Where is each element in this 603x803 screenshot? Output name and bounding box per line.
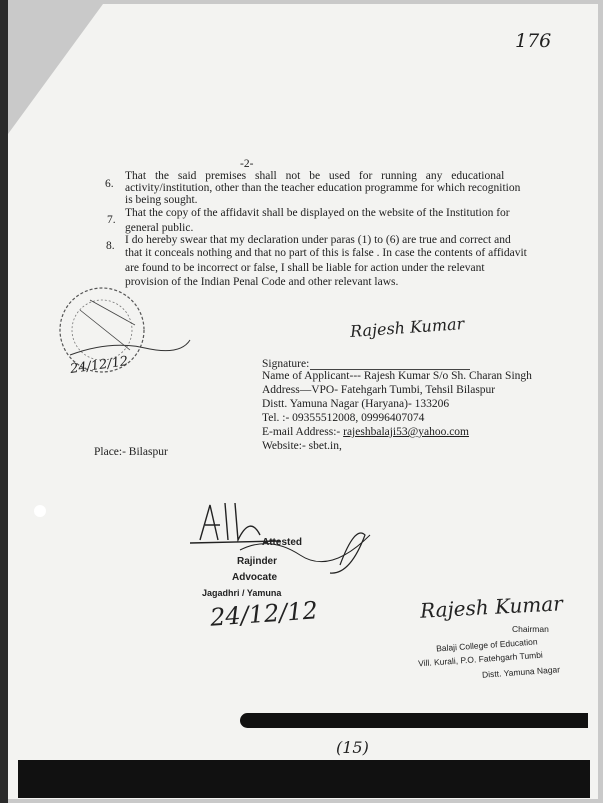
chairman-seal-line-2: Vill. Kurali, P.O. Fatehgarh Tumbi — [417, 649, 544, 669]
chairman-seal-line-1: Balaji College of Education — [435, 636, 538, 654]
applicant-website: Website:- sbet.in, — [262, 440, 342, 452]
applicant-name: Name of Applicant--- Rajesh Kumar S/o Sh. Charan Singh — [262, 370, 532, 382]
item-6-line-1: That the said premises shall not be used for running any educational — [125, 170, 505, 182]
scan-bar-middle — [240, 713, 588, 728]
chairman-seal-line-3: Distt. Yamuna Nagar — [481, 664, 561, 680]
item-7-line-2: general public. — [125, 222, 194, 234]
item-8-line-4: provision of the Indian Penal Code and other relevant laws. — [125, 276, 399, 288]
item-8-line-3: are found to be incorrect or false, I shall be liable for action under the relevant — [125, 262, 485, 274]
item-8-line-1: I do hereby swear that my declaration under paras (1) to (6) are true and correct and — [125, 234, 511, 246]
folded-corner — [8, 4, 103, 134]
handwritten-page-number: 176 — [515, 30, 552, 52]
punch-hole — [34, 505, 46, 517]
applicant-tel: Tel. :- 09355512008, 09996407074 — [262, 412, 425, 424]
left-circular-stamp — [40, 270, 200, 400]
item-6-line-3: is being sought. — [125, 194, 198, 206]
applicant-handwritten-signature: Rajesh Kumar — [349, 314, 465, 341]
email-link[interactable]: rajeshbalaji53@yahoo.com — [343, 426, 469, 438]
handwritten-date: 24/12/12 — [209, 596, 319, 632]
advocate-stamp-line-2: Rajinder — [237, 556, 278, 567]
advocate-stamp-line-1: Attested — [262, 537, 303, 548]
item-6-line-2: activity/institution, other than the teacher education programme for which recognition — [125, 182, 521, 194]
applicant-district: Distt. Yamuna Nagar (Haryana)- 133206 — [262, 398, 450, 410]
scan-bar-bottom — [18, 760, 590, 798]
chairman-handwritten-signature: Rajesh Kumar — [419, 591, 564, 623]
chairman-title: Chairman — [512, 624, 549, 634]
advocate-stamp-line-4: Jagadhri / Yamuna — [202, 588, 282, 598]
item-8-number: 8. — [106, 240, 115, 252]
place: Place:- Bilaspur — [94, 446, 168, 458]
advocate-stamp-line-3: Advocate — [232, 572, 278, 583]
signature-label: Signature: — [262, 358, 310, 370]
left-stamp-date: 24/12/12 — [69, 354, 130, 377]
email-label: E-mail Address:- — [262, 426, 341, 438]
item-6-number: 6. — [105, 178, 114, 190]
footer-page-number: (15) — [336, 738, 369, 757]
item-7-number: 7. — [107, 214, 116, 226]
page-marker: -2- — [240, 158, 254, 170]
scan-left-edge — [0, 0, 8, 803]
applicant-email-row — [262, 426, 469, 439]
applicant-address: Address—VPO- Fatehgarh Tumbi, Tehsil Bilaspur — [262, 384, 496, 396]
item-8-line-2: that it conceals nothing and that no part of this is false . In case the contents of affidavit — [125, 247, 527, 259]
item-7-line-1: That the copy of the affidavit shall be displayed on the website of the Institution for — [125, 207, 510, 219]
